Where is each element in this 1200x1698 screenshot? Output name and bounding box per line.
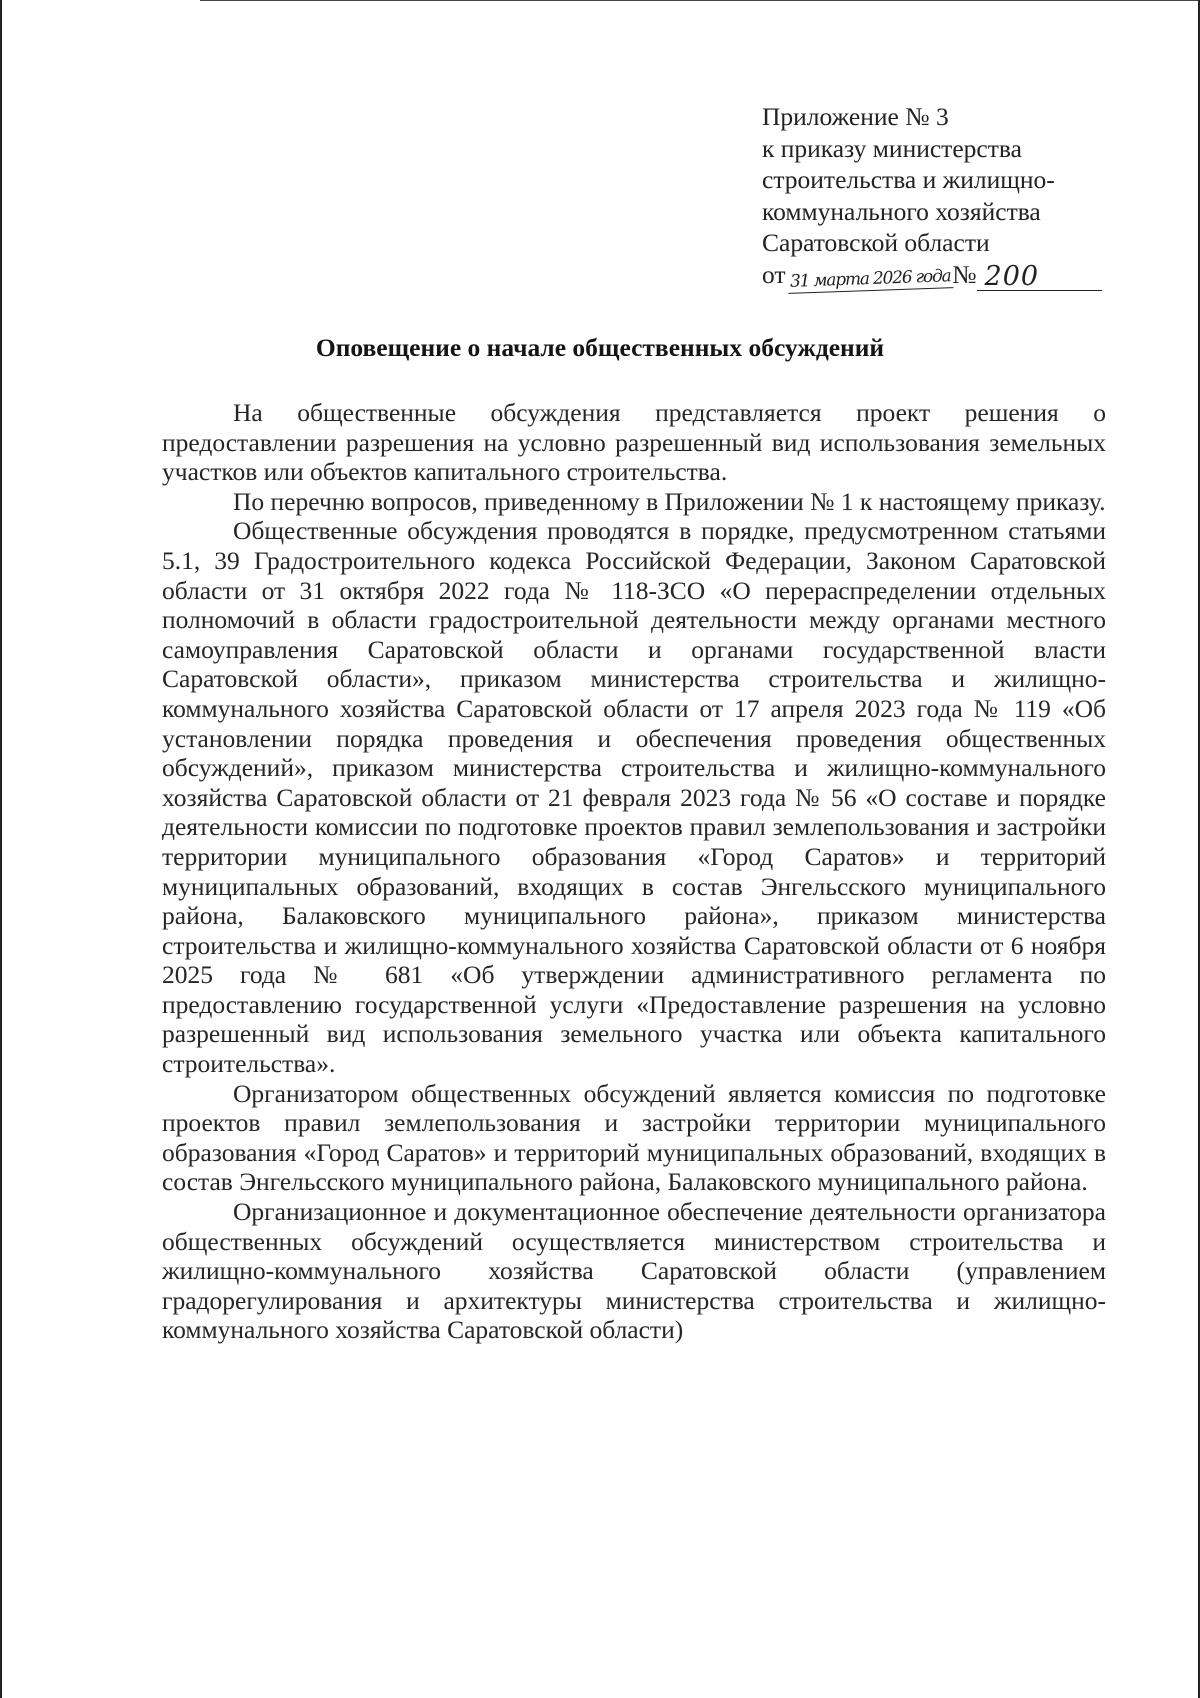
- appendix-line: к приказу министерства: [762, 133, 1022, 163]
- order-number-label: №: [952, 259, 977, 289]
- handwritten-order-number: 200: [977, 264, 1102, 291]
- body-paragraph: Общественные обсуждения проводятся в порядке, предусмотренном статьями 5.1, 39 Градостроительного кодекса Российской Федерации, Законом Саратовской области от 31 октября 2022 года № 118-ЗСО «О перераспределении отдельных полномочий в области градостроительной деятельности между органами местного самоуправления Саратовской области и органами государственной власти Саратовской области», приказом министерства строительства и жилищно-коммунального хозяйства Саратовской области от 17 апреля 2023 года № 119 «Об установлении порядка проведения и обеспечения проведения общественных обсуждений», приказом министерства строительства и жилищно-коммунального хозяйства Саратовской области от 21 февраля 2023 года № 56 «О составе и порядке деятельности комиссии по подготовке проектов правил землепользования и застройки территории муниципального образования «Город Саратов» и территорий муниципальных образований, входящих в состав Энгельсского муниципального района, Балаковского муниципального района», приказом министерства строительства и жилищно-коммунального хозяйства Саратовской области от 6 ноября 2025 года № 681 «Об утверждении административного регламента по предоставлению государственной услуги «Предоставление разрешения на условно разрешенный вид использования земельного участка или объекта капитального строительства».: [162, 516, 1106, 1079]
- body-paragraph: На общественные обсуждения представляется проект решения о предоставлении разрешения на условно разрешенный вид использования земельных участков или объектов капитального строительства.: [162, 398, 1106, 487]
- appendix-block: [762, 101, 1102, 291]
- appendix-line: Саратовской области: [762, 228, 990, 258]
- order-prefix: от: [762, 259, 786, 289]
- body-paragraph: Организатором общественных обсуждений является комиссия по подготовке проектов правил землепользования и застройки территории муниципального образования «Город Саратов» и территорий муниципальных образований, входящих в состав Энгельсского муниципального района, Балаковского муниципального района.: [162, 1078, 1106, 1197]
- scan-edge-top: [200, 0, 1200, 1]
- handwritten-date: 31 марта 2026 года: [787, 266, 952, 294]
- document-title: Оповещение о начале общественных обсуждений: [315, 333, 885, 362]
- appendix-line: коммунального хозяйства: [762, 196, 1041, 226]
- body-paragraph: По перечню вопросов, приведенному в Приложении № 1 к настоящему приказу.: [233, 486, 1106, 516]
- scan-edge-left: [0, 0, 2, 1698]
- document-body: [162, 398, 1106, 1345]
- order-reference: [762, 259, 1102, 291]
- body-paragraph: Организационное и документационное обеспечение деятельности организатора общественных обсуждений осуществляется министерством строительства и жилищно-коммунального хозяйства Саратовской области (управлением градорегулирования и архитектуры министерства строительства и жилищно-коммунального хозяйства Саратовской области): [162, 1197, 1106, 1345]
- appendix-line: строительства и жилищно-: [762, 165, 1055, 195]
- appendix-line: Приложение № 3: [762, 102, 949, 131]
